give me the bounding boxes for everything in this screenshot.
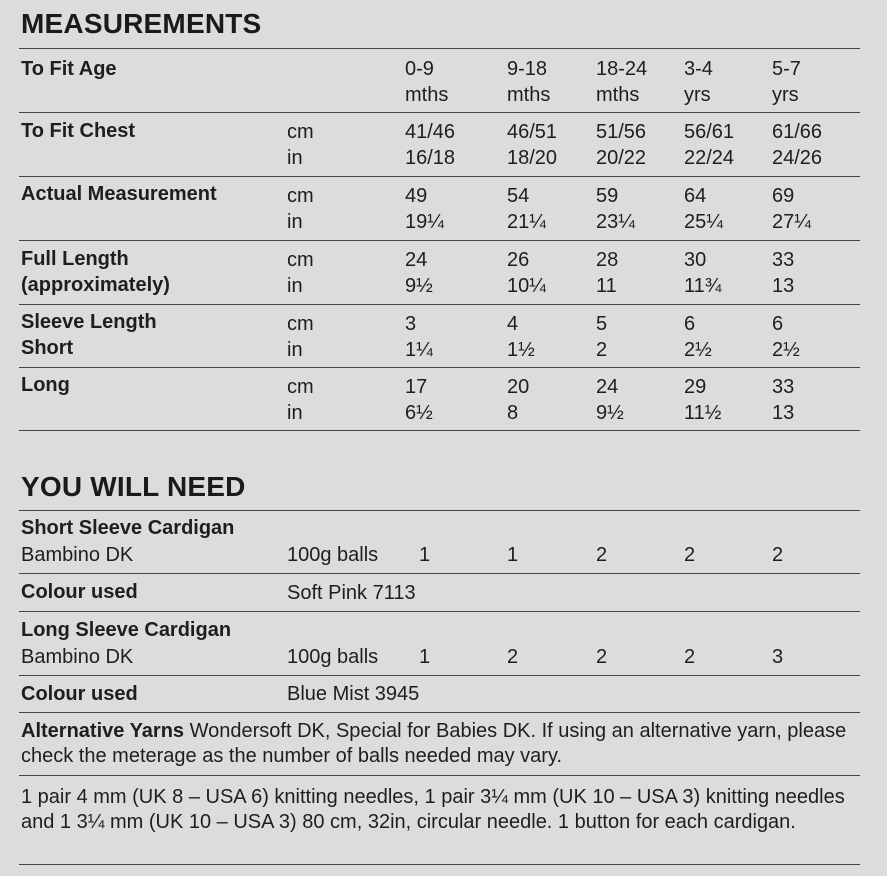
divider xyxy=(19,864,860,865)
value-cell: 24 xyxy=(596,376,619,398)
value-cell: 59 xyxy=(596,185,619,207)
size-unit: mths xyxy=(596,84,640,106)
alternative-yarns-text: Wondersoft DK, Special for Babies DK. If using an alternative yarn, please check the meterage as the number of balls needed may vary. xyxy=(21,720,847,767)
unit-cm: cm xyxy=(287,313,314,335)
sleeve-length-label: Sleeve Length xyxy=(21,311,157,333)
value-cell: 69 xyxy=(772,185,795,207)
value-cell: 6 xyxy=(684,313,696,335)
value-cell: 2½ xyxy=(772,339,800,361)
value-cell: 3 xyxy=(405,313,417,335)
value-cell: 26 xyxy=(507,249,530,271)
balls-cell: 2 xyxy=(684,544,696,566)
long-sleeve-heading: Long Sleeve Cardigan xyxy=(21,619,232,641)
value-cell: 28 xyxy=(596,249,619,271)
value-cell: 46/51 xyxy=(507,121,558,143)
divider xyxy=(19,240,860,241)
chest-label: To Fit Chest xyxy=(21,120,136,142)
yarn-name: Bambino DK xyxy=(21,646,134,668)
divider xyxy=(19,712,860,713)
sleeve-short-label: Short xyxy=(21,337,74,359)
sleeve-long-label: Long xyxy=(21,374,70,396)
value-cell: 6½ xyxy=(405,402,433,424)
divider xyxy=(19,430,860,431)
value-cell: 11 xyxy=(596,275,617,297)
size-unit: yrs xyxy=(684,84,711,106)
value-cell: 4 xyxy=(507,313,519,335)
value-cell: 21¼ xyxy=(507,211,546,233)
value-cell: 24 xyxy=(405,249,428,271)
yarn-unit: 100g balls xyxy=(287,544,379,566)
divider xyxy=(19,775,860,776)
value-cell: 30 xyxy=(684,249,707,271)
value-cell: 18/20 xyxy=(507,147,558,169)
value-cell: 49 xyxy=(405,185,428,207)
unit-in: in xyxy=(287,211,303,233)
size-unit: mths xyxy=(507,84,551,106)
value-cell: 64 xyxy=(684,185,707,207)
need-title: YOU WILL NEED xyxy=(21,471,246,502)
actual-label: Actual Measurement xyxy=(21,183,217,205)
length-label-note: (approximately) xyxy=(21,274,170,296)
value-cell: 33 xyxy=(772,376,795,398)
value-cell: 27¼ xyxy=(772,211,811,233)
size-cell: 3-4 xyxy=(684,58,713,80)
short-sleeve-heading: Short Sleeve Cardigan xyxy=(21,517,235,539)
length-label: Full Length xyxy=(21,248,129,270)
value-cell: 61/66 xyxy=(772,121,823,143)
colour-label: Colour used xyxy=(21,683,138,705)
divider xyxy=(19,510,860,511)
colour-value: Blue Mist 3945 xyxy=(287,683,420,705)
balls-cell: 2 xyxy=(684,646,696,668)
value-cell: 22/24 xyxy=(684,147,735,169)
unit-cm: cm xyxy=(287,185,314,207)
balls-cell: 2 xyxy=(772,544,784,566)
unit-in: in xyxy=(287,147,303,169)
value-cell: 1¼ xyxy=(405,339,433,361)
unit-in: in xyxy=(287,339,303,361)
size-cell: 5-7 xyxy=(772,58,801,80)
value-cell: 9½ xyxy=(596,402,624,424)
value-cell: 20 xyxy=(507,376,530,398)
divider xyxy=(19,48,860,49)
size-unit: mths xyxy=(405,84,449,106)
alternative-yarns-label: Alternative Yarns xyxy=(21,720,185,742)
value-cell: 29 xyxy=(684,376,707,398)
value-cell: 9½ xyxy=(405,275,433,297)
value-cell: 25¼ xyxy=(684,211,723,233)
balls-cell: 1 xyxy=(507,544,519,566)
value-cell: 20/22 xyxy=(596,147,647,169)
value-cell: 24/26 xyxy=(772,147,823,169)
value-cell: 8 xyxy=(507,402,519,424)
value-cell: 54 xyxy=(507,185,530,207)
balls-cell: 2 xyxy=(596,646,608,668)
balls-cell: 1 xyxy=(419,646,431,668)
colour-value: Soft Pink 7113 xyxy=(287,582,416,604)
value-cell: 11½ xyxy=(684,402,722,424)
value-cell: 33 xyxy=(772,249,795,271)
value-cell: 11¾ xyxy=(684,275,722,297)
balls-cell: 2 xyxy=(596,544,608,566)
colour-label: Colour used xyxy=(21,581,138,603)
measurements-title: MEASUREMENTS xyxy=(21,8,262,39)
value-cell: 16/18 xyxy=(405,147,456,169)
value-cell: 5 xyxy=(596,313,608,335)
value-cell: 6 xyxy=(772,313,784,335)
value-cell: 51/56 xyxy=(596,121,647,143)
divider xyxy=(19,675,860,676)
value-cell: 2½ xyxy=(684,339,712,361)
divider xyxy=(19,367,860,368)
value-cell: 56/61 xyxy=(684,121,735,143)
value-cell: 19¼ xyxy=(405,211,444,233)
value-cell: 17 xyxy=(405,376,428,398)
divider xyxy=(19,573,860,574)
divider xyxy=(19,176,860,177)
value-cell: 23¼ xyxy=(596,211,635,233)
alternative-yarns-note xyxy=(21,719,861,769)
value-cell: 13 xyxy=(772,402,795,424)
unit-in: in xyxy=(287,275,303,297)
size-cell: 9-18 xyxy=(507,58,548,80)
age-label: To Fit Age xyxy=(21,58,117,80)
value-cell: 10¼ xyxy=(507,275,546,297)
balls-cell: 1 xyxy=(419,544,431,566)
unit-cm: cm xyxy=(287,249,314,271)
yarn-unit: 100g balls xyxy=(287,646,379,668)
balls-cell: 3 xyxy=(772,646,784,668)
unit-cm: cm xyxy=(287,121,314,143)
size-cell: 18-24 xyxy=(596,58,648,80)
divider xyxy=(19,304,860,305)
divider xyxy=(19,112,860,113)
value-cell: 2 xyxy=(596,339,608,361)
unit-cm: cm xyxy=(287,376,314,398)
size-cell: 0-9 xyxy=(405,58,434,80)
yarn-name: Bambino DK xyxy=(21,544,134,566)
value-cell: 1½ xyxy=(507,339,535,361)
unit-in: in xyxy=(287,402,303,424)
value-cell: 13 xyxy=(772,275,795,297)
needles-note: 1 pair 4 mm (UK 8 – USA 6) knitting needles, 1 pair 3¼ mm (UK 10 – USA 3) knitting needles and 1 3¼ mm (UK 10 – USA 3) 80 cm, 32in, circular needle. 1 button for each cardigan. xyxy=(21,786,845,833)
value-cell: 41/46 xyxy=(405,121,456,143)
size-unit: yrs xyxy=(772,84,799,106)
balls-cell: 2 xyxy=(507,646,519,668)
divider xyxy=(19,611,860,612)
